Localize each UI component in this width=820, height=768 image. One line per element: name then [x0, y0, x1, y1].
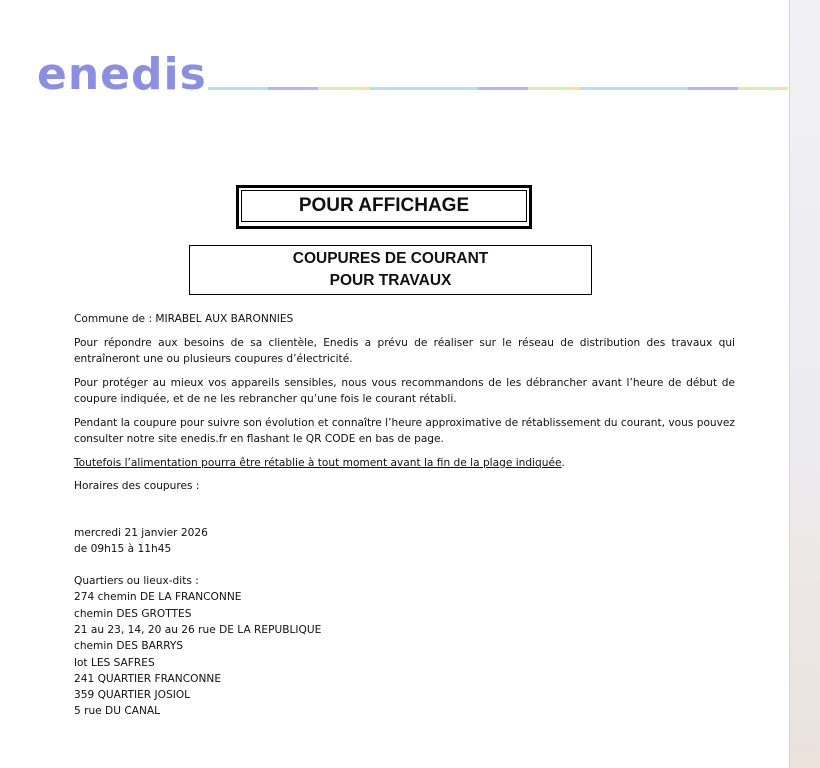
location-item: 274 chemin DE LA FRANCONNE [74, 591, 242, 604]
notice-title-box [189, 245, 592, 295]
notice-body [74, 311, 735, 720]
warning-text: Toutefois l’alimentation pourra être rétablie à tout moment avant la fin de la plage indiquée [74, 456, 562, 469]
enedis-logo-text: enedis [37, 54, 207, 94]
location-item: lot LES SAFRES [74, 656, 155, 669]
display-label-box [236, 185, 532, 229]
location-item: 5 rue DU CANAL [74, 705, 161, 718]
schedule-date: mercredi 21 janvier 2026 [74, 526, 208, 539]
commune-line: Commune de : MIRABEL AUX BARONNIES [74, 313, 294, 325]
location-item: chemin DES GROTTES [74, 607, 192, 620]
locations-block [74, 573, 735, 720]
side-panel [789, 0, 820, 768]
warning-paragraph [74, 455, 735, 472]
notice-title-line2: POUR TRAVAUX [329, 272, 452, 289]
notice-title-line1: COUPURES DE COURANT [292, 250, 489, 267]
location-item: chemin DES BARRYS [74, 640, 184, 653]
display-label: POUR AFFICHAGE [241, 190, 527, 222]
intro-paragraph-3: Pendant la coupure pour suivre son évolution et connaître l’heure approximative de rétablissement du courant, vous pouvez consulter notre site enedis.fr en flashant le QR CODE en bas de page. [74, 416, 735, 445]
schedule-heading: Horaires des coupures : [74, 480, 200, 492]
schedule-block [74, 525, 735, 558]
intro-paragraph-2: Pour protéger au mieux vos appareils sensibles, nous vous recommandons de les débrancher avant l’heure de début de coupure indiquée, et de ne les rebrancher qu’une fois le courant rétabli. [74, 376, 735, 405]
warning-period: . [561, 456, 565, 469]
logo-divider-line [208, 87, 788, 90]
schedule-time: de 09h15 à 11h45 [74, 542, 172, 555]
enedis-logo [37, 54, 207, 94]
location-item: 359 QUARTIER JOSIOL [74, 689, 191, 702]
location-item: 21 au 23, 14, 20 au 26 rue DE LA REPUBLIQUE [74, 623, 322, 636]
locations-heading: Quartiers ou lieux-dits : [74, 575, 199, 588]
intro-paragraph-1: Pour répondre aux besoins de sa clientèle, Enedis a prévu de réaliser sur le réseau de distribution des travaux qui entraîneront une ou plusieurs coupures d’électricité. [74, 336, 735, 365]
location-item: 241 QUARTIER FRANCONNE [74, 672, 222, 685]
